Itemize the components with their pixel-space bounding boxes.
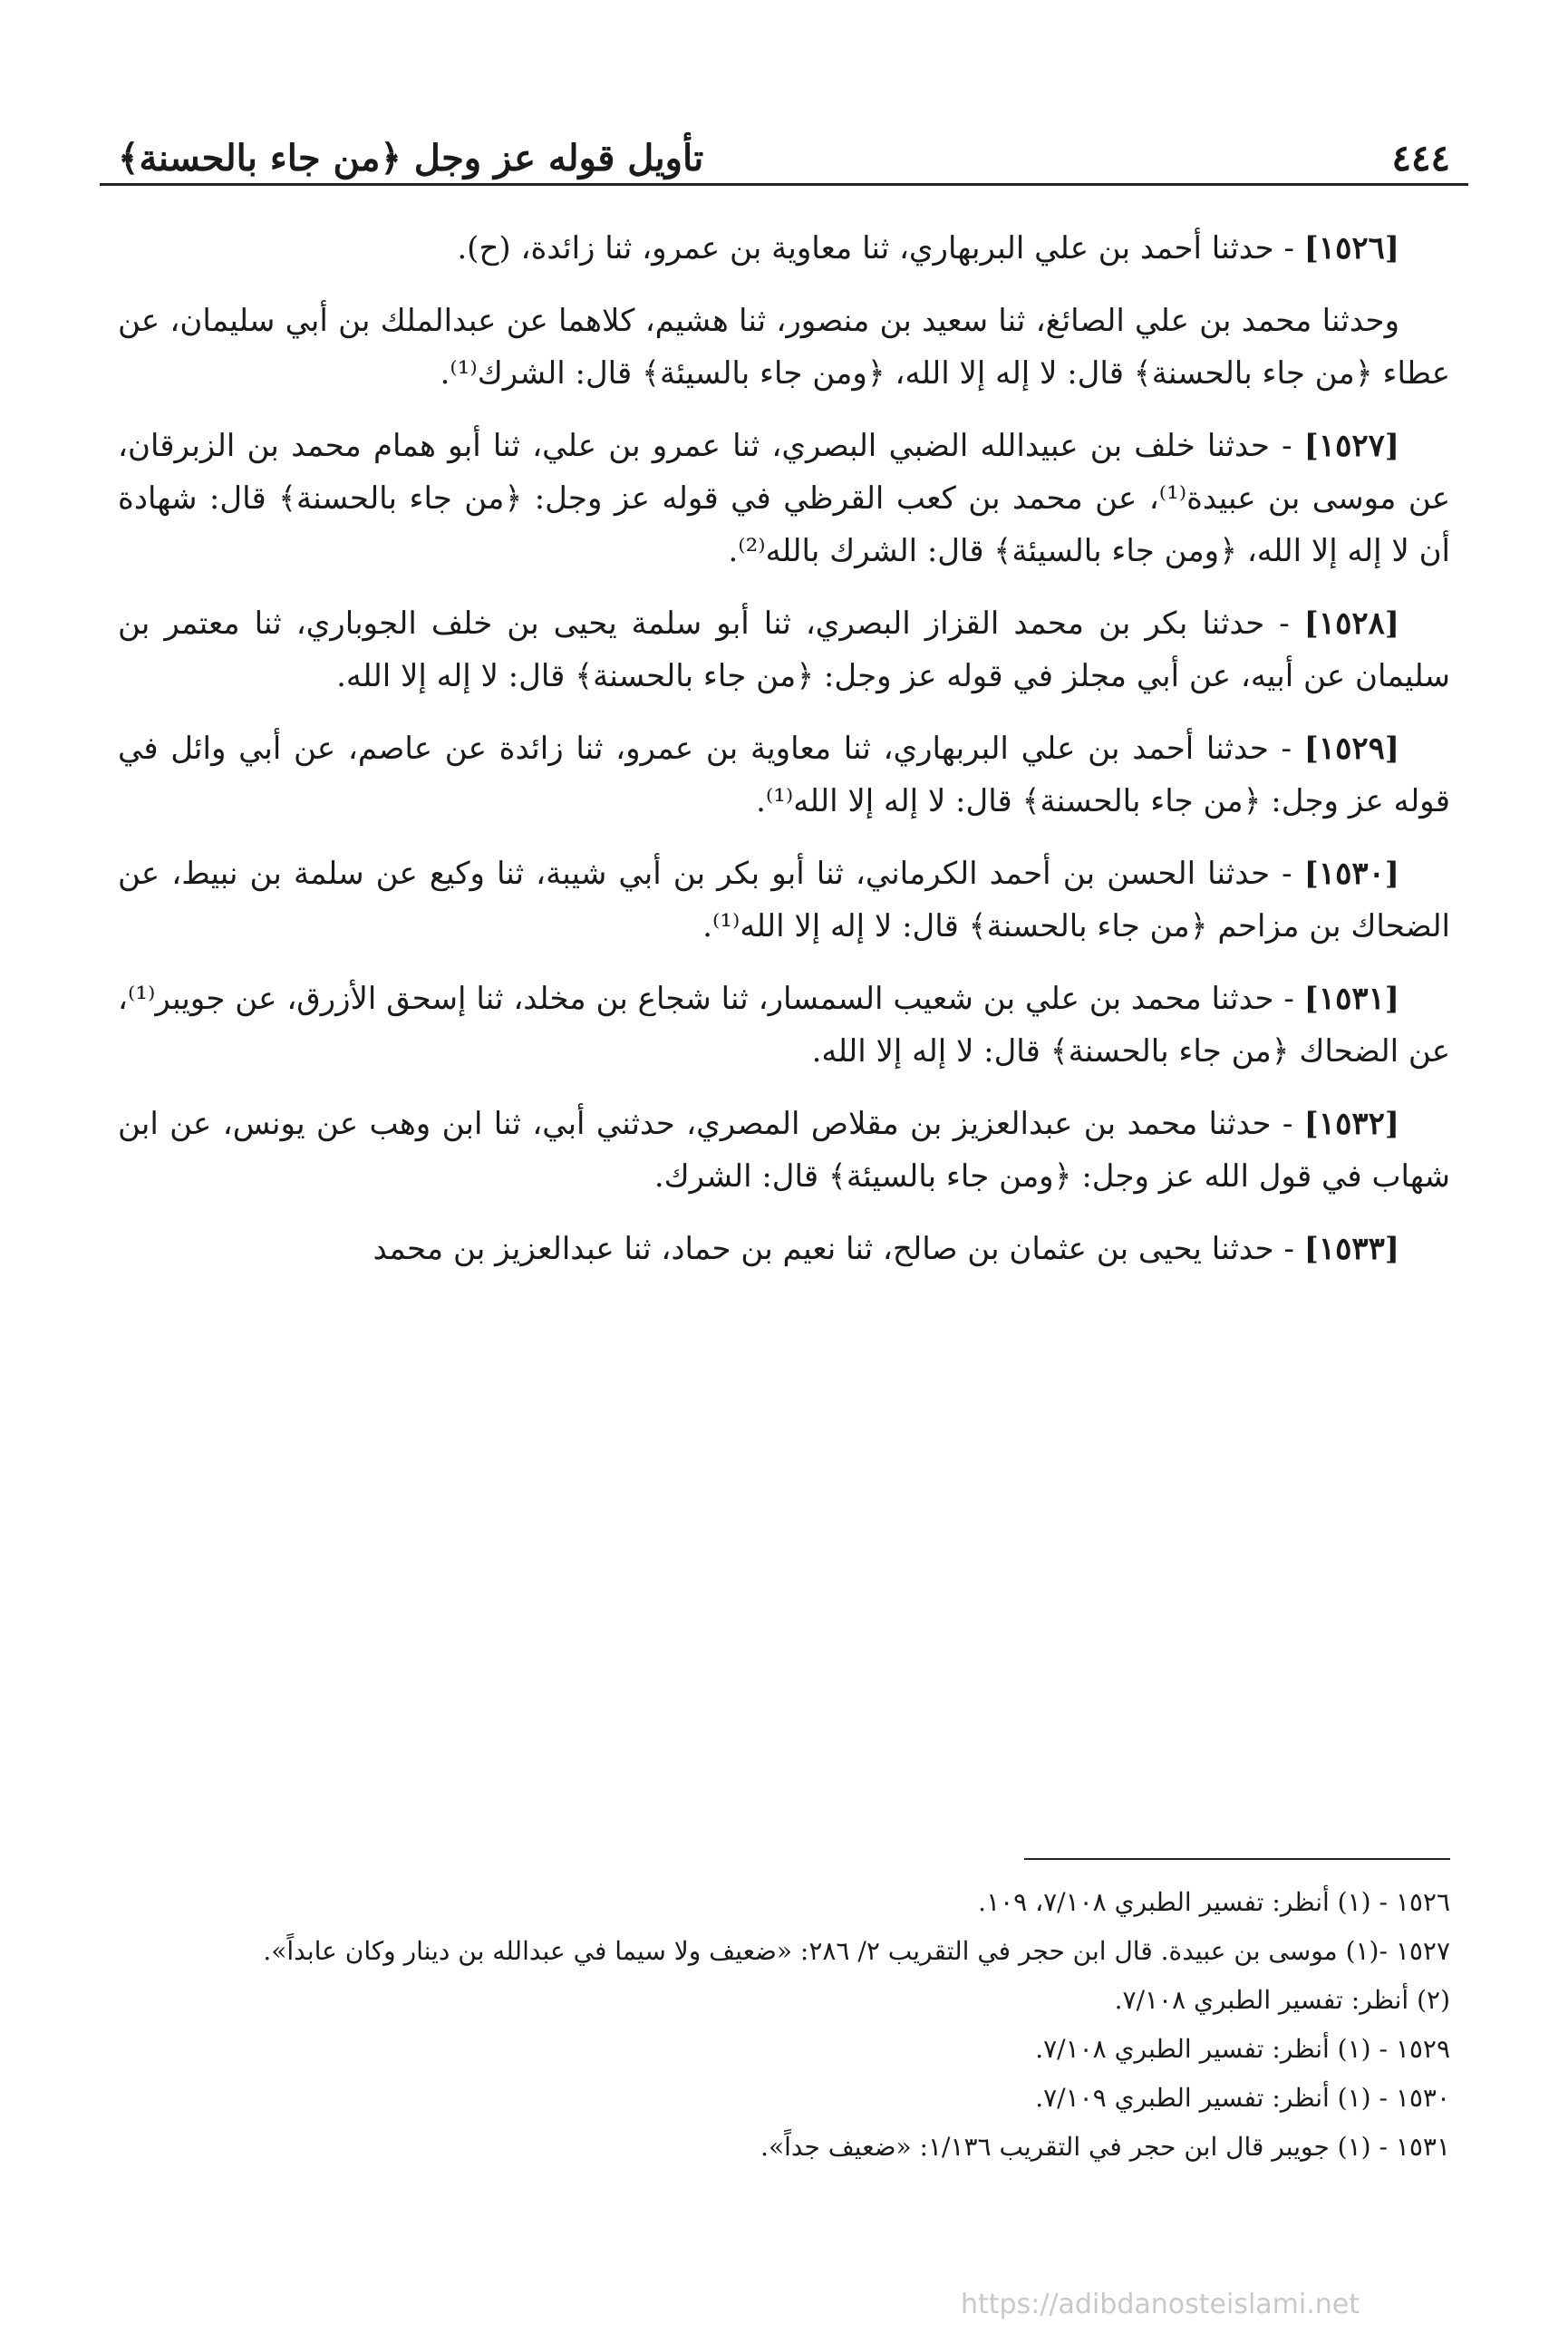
footnote-1530: ١٥٣٠ - (١) أنظر: تفسير الطبري ٧/١٠٩. [1035, 2083, 1450, 2113]
entry-text: - حدثنا خلف بن عبيدالله الضبي البصري، ثنا عمرو بن علي، ثنا أبو همام محمد بن الزبرقان، عن موسى بن عبيدة⁽¹⁾، عن محمد بن كعب القرظي في قوله عز وجل: ﴿من جاء بالحسنة﴾ قال: شهادة أن لا إله إلا الله، ﴿ومن جاء بالسيئة﴾ قال: الشرك بالله⁽²⁾. [118, 428, 1451, 569]
entry-number: [١٥٢٧] [1303, 428, 1400, 464]
header-rule [100, 183, 1468, 186]
hadith-entry-1527 [118, 420, 1450, 577]
footnote-1531: ١٥٣١ - (١) جويبر قال ابن حجر في التقريب ١/١٣٦: «ضعيف جداً». [760, 2132, 1450, 2162]
footnote-1527-1: ١٥٢٧ -(١) موسى بن عبيدة. قال ابن حجر في التقريب ٢/ ٢٨٦: «ضعيف ولا سيما في عبدالله بن دينار وكان عابداً». [263, 1936, 1450, 1966]
entry-text: وحدثنا محمد بن علي الصائغ، ثنا سعيد بن منصور، ثنا هشيم، كلاهما عن عبدالملك بن أبي سليمان، عن عطاء ﴿من جاء بالحسنة﴾ قال: لا إله إلا الله، ﴿ومن جاء بالسيئة﴾ قال: الشرك⁽¹⁾. [118, 303, 1450, 392]
page-header [100, 107, 1468, 179]
entry-number: [١٥٢٨] [1303, 605, 1399, 642]
entry-number: [١٥٢٦] [1303, 230, 1399, 266]
entry-number: [١٥٢٩] [1303, 731, 1400, 767]
footnote-1529: ١٥٢٩ - (١) أنظر: تفسير الطبري ٧/١٠٨. [1035, 2034, 1450, 2064]
hadith-entry-1531 [118, 973, 1450, 1078]
hadith-entry-1526 [118, 222, 1450, 275]
footnote-1526: ١٥٢٦ - (١) أنظر: تفسير الطبري ٧/١٠٨، ١٠٩. [978, 1887, 1450, 1917]
running-title: تأويل قوله عز وجل ﴿من جاء بالحسنة﴾ [118, 137, 704, 179]
main-text [118, 222, 1450, 1295]
entry-number: [١٥٣٠] [1303, 856, 1399, 892]
entry-text: - حدثنا الحسن بن أحمد الكرماني، ثنا أبو بكر بن أبي شيبة، ثنا وكيع عن سلمة بن نبيط، عن الضحاك بن مزاحم ﴿من جاء بالحسنة﴾ قال: لا إله إلا الله⁽¹⁾. [118, 856, 1450, 944]
entry-number: [١٥٣١] [1303, 981, 1399, 1017]
entry-text: - حدثنا محمد بن علي بن شعيب السمسار، ثنا شجاع بن مخلد، ثنا إسحق الأزرق، عن جويبر⁽¹⁾، عن الضحاك ﴿من جاء بالحسنة﴾ قال: لا إله إلا الله. [118, 981, 1450, 1070]
entry-text: - حدثنا بكر بن محمد القزاز البصري، ثنا أبو سلمة يحيى بن خلف الجوباري، ثنا معتمر بن سليمان عن أبيه، عن أبي مجلز في قوله عز وجل: ﴿من جاء بالحسنة﴾ قال: لا إله إلا الله. [118, 605, 1450, 694]
footnotes [118, 1881, 1450, 2174]
entry-text: - حدثنا يحيى بن عثمان بن صالح، ثنا نعيم بن حماد، ثنا عبدالعزيز بن محمد [373, 1231, 1294, 1267]
hadith-entry-1528 [118, 597, 1450, 702]
entry-text: - حدثنا أحمد بن علي البربهاري، ثنا معاوية بن عمرو، ثنا زائدة عن عاصم، عن أبي وائل في قوله عز وجل: ﴿من جاء بالحسنة﴾ قال: لا إله إلا الله⁽¹⁾. [118, 731, 1450, 819]
entry-number: [١٥٣٢] [1303, 1106, 1399, 1142]
footnote-1527-2: (٢) أنظر: تفسير الطبري ٧/١٠٨. [1114, 1985, 1450, 2015]
hadith-entry-1533 [118, 1223, 1450, 1275]
entry-text: - حدثنا أحمد بن علي البربهاري، ثنا معاوية بن عمرو، ثنا زائدة، (ح). [457, 230, 1294, 266]
hadith-entry-1532 [118, 1098, 1450, 1203]
entry-number: [١٥٣٣] [1303, 1231, 1399, 1267]
page-number: ٤٤٤ [1391, 137, 1450, 179]
hadith-entry-1529 [118, 722, 1450, 828]
watermark-url: https://adibdanosteislami.net [961, 2289, 1360, 2320]
footnote-rule [1024, 1858, 1450, 1860]
hadith-entry-1530 [118, 847, 1450, 953]
entry-text: - حدثنا محمد بن عبدالعزيز بن مقلاص المصري، حدثني أبي، ثنا ابن وهب عن يونس، عن ابن شهاب في قول الله عز وجل: ﴿ومن جاء بالسيئة﴾ قال: الشرك. [118, 1106, 1450, 1195]
hadith-entry-1526-continued [118, 295, 1450, 400]
